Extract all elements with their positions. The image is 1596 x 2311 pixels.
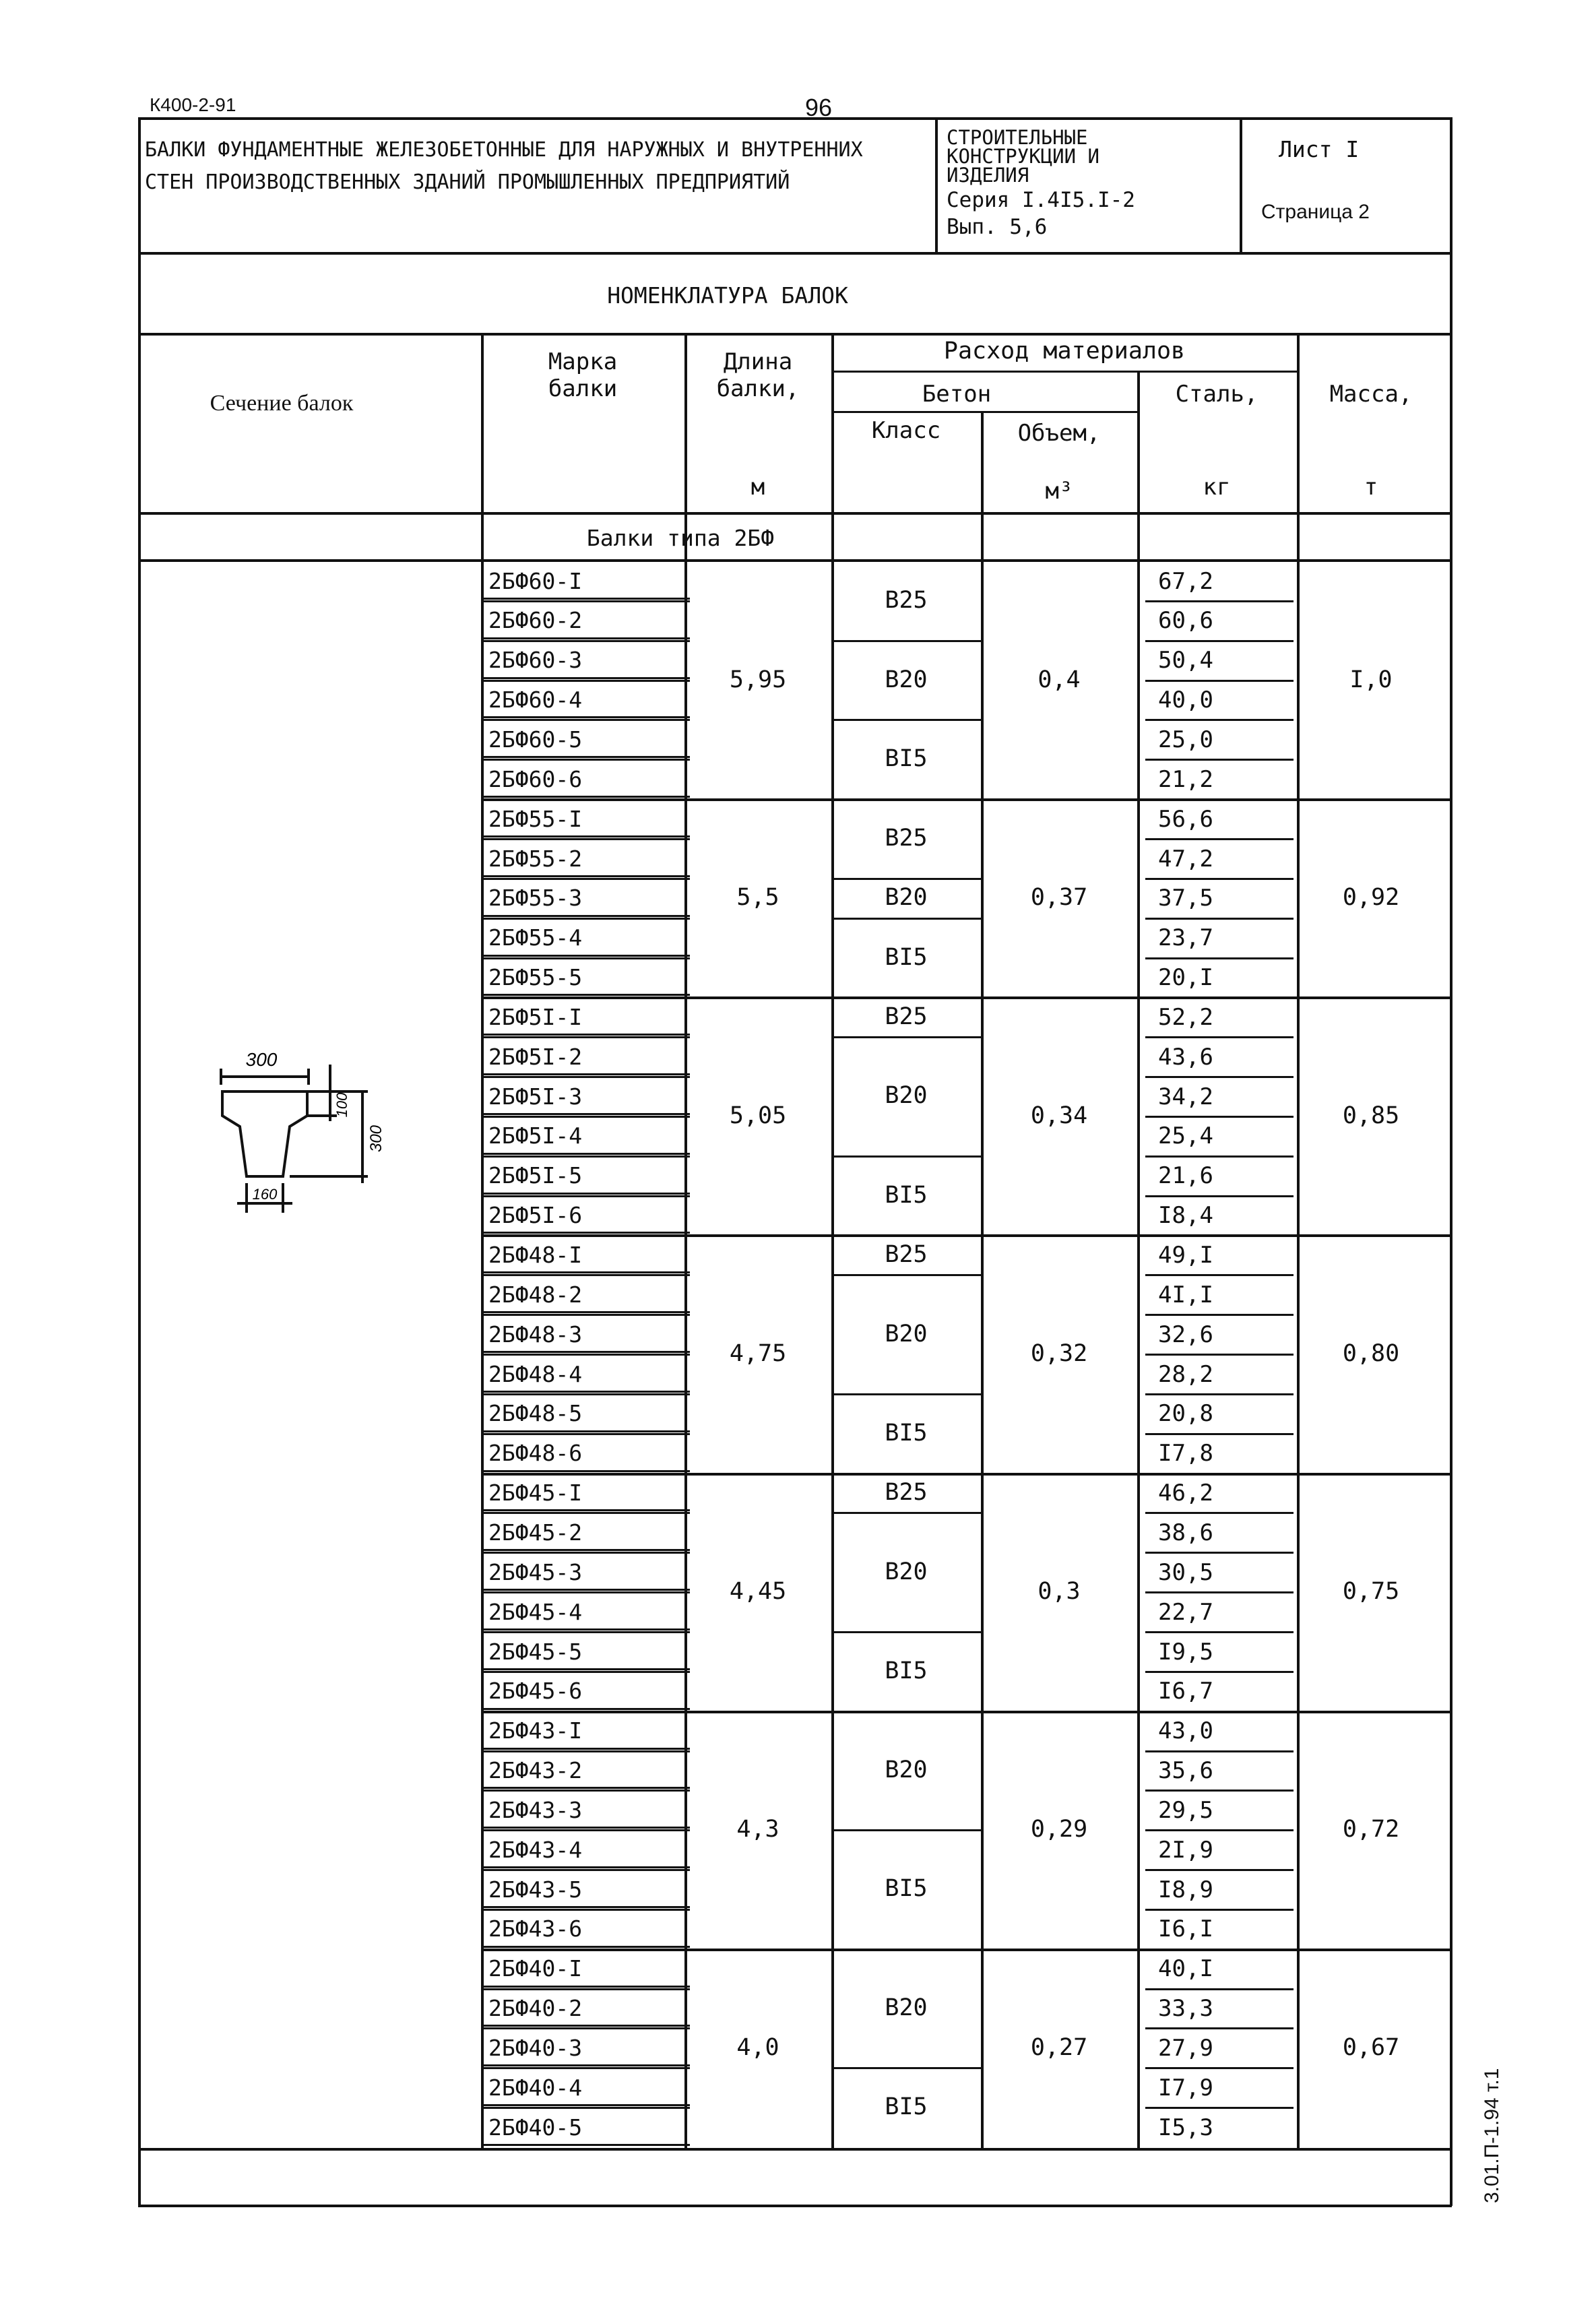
row-underline: [484, 1351, 690, 1353]
steel-value: 32,6: [1158, 1321, 1213, 1348]
beam-mark: 2БФ5I-2: [488, 1043, 583, 1070]
row-line: [484, 680, 690, 682]
class-separator: [831, 640, 981, 642]
beam-mass: 0,85: [1342, 1102, 1400, 1129]
row-underline: [484, 2144, 690, 2146]
row-underline: [484, 677, 690, 679]
class-separator: [831, 1036, 981, 1038]
row-line: [1145, 719, 1294, 721]
header-divider-2: [1240, 117, 1242, 253]
steel-value: I6,I: [1158, 1916, 1213, 1943]
class-separator: [831, 1393, 981, 1395]
sheet-label: Лист I: [1279, 136, 1360, 162]
header-volume: Объем,: [1017, 420, 1101, 447]
steel-value: 60,6: [1158, 607, 1213, 635]
row-underline: [484, 1668, 690, 1670]
steel-value: 20,8: [1158, 1400, 1213, 1428]
steel-value: 20,I: [1158, 964, 1213, 992]
row-line: [1145, 1988, 1294, 1990]
beam-mark: 2БФ45-2: [488, 1519, 583, 1546]
row-underline: [484, 1509, 690, 1511]
beam-mark: 2БФ60-6: [488, 765, 583, 792]
steel-value: I5,3: [1158, 2114, 1213, 2141]
beam-mark: 2БФ60-5: [488, 726, 583, 753]
row-underline: [484, 835, 690, 837]
steel-value: 38,6: [1158, 1519, 1213, 1546]
concrete-volume: 0,3: [1038, 1578, 1081, 1606]
row-line: [1145, 1671, 1294, 1673]
row-line: [1145, 1631, 1294, 1633]
row-line: [484, 1631, 690, 1633]
class-separator: [831, 719, 981, 721]
row-line: [1145, 1036, 1294, 1038]
beam-mark: 2БФ60-2: [488, 607, 583, 634]
steel-value: 46,2: [1158, 1480, 1213, 1507]
col-line-volume-right: [1137, 372, 1140, 2148]
group-separator: [481, 1711, 1451, 1713]
group-separator: [481, 996, 1451, 999]
beam-mark: 2БФ43-2: [488, 1757, 583, 1784]
beam-length: 4,45: [729, 1578, 787, 1606]
steel-value: 56,6: [1158, 805, 1213, 833]
beam-length: 4,75: [729, 1340, 787, 1367]
steel-value: 2I,9: [1158, 1836, 1213, 1864]
steel-value: 33,3: [1158, 1995, 1213, 2023]
beam-mark: 2БФ45-4: [488, 1598, 583, 1625]
header-mark-2: балки: [548, 375, 618, 402]
steel-value: 25,4: [1158, 1122, 1213, 1150]
beam-mass: 0,75: [1342, 1578, 1400, 1606]
row-line: [484, 2067, 690, 2069]
row-line: [1145, 838, 1294, 840]
steel-value: 29,5: [1158, 1796, 1213, 1824]
col-line-mark-right: [684, 333, 687, 2148]
beam-cross-section-drawing: [195, 1051, 411, 1260]
beam-length: 4,3: [736, 1816, 779, 1843]
row-underline: [484, 637, 690, 639]
series-issue: Вып. 5,6: [947, 215, 1048, 239]
beam-mark: 2БФ60-3: [488, 647, 583, 674]
row-line: [484, 2107, 690, 2109]
concrete-class: B25: [885, 824, 928, 852]
row-underline: [484, 875, 690, 877]
row-line: [1145, 1512, 1294, 1514]
concrete-class: BI5: [885, 1657, 928, 1684]
class-separator: [831, 2067, 981, 2069]
header-line-materials: [831, 371, 1297, 373]
concrete-class: B25: [885, 586, 928, 614]
beam-mark: 2БФ40-3: [488, 2035, 583, 2062]
concrete-class: B20: [885, 884, 928, 912]
class-separator: [831, 1274, 981, 1276]
beam-mark: 2БФ55-I: [488, 805, 583, 832]
beam-mark: 2БФ55-2: [488, 845, 583, 872]
beam-mark: 2БФ48-5: [488, 1400, 583, 1427]
steel-value: 43,6: [1158, 1043, 1213, 1071]
class-separator: [831, 878, 981, 880]
steel-value: 40,0: [1158, 687, 1213, 714]
row-underline: [484, 1193, 690, 1195]
page-label: Страница 2: [1261, 201, 1370, 223]
document-title-line1: БАЛКИ ФУНДАМЕНТНЫЕ ЖЕЛЕЗОБЕТОННЫЕ ДЛЯ НАРУЖНЫХ И ВНУТРЕННИХ: [145, 138, 863, 162]
row-line: [484, 759, 690, 761]
row-underline: [484, 1311, 690, 1313]
concrete-volume: 0,37: [1030, 884, 1088, 912]
col-line-class-right: [981, 412, 984, 2148]
row-line: [484, 640, 690, 642]
beam-mass: I,0: [1349, 666, 1393, 693]
beam-mark: 2БФ40-I: [488, 1955, 583, 1982]
row-line: [1145, 2067, 1294, 2069]
row-line: [1145, 1195, 1294, 1197]
beam-mark: 2БФ48-3: [488, 1321, 583, 1348]
side-stamp: 3.01.П-1.94 т.1: [1481, 2068, 1503, 2203]
title-bottom-line: [138, 333, 1452, 336]
header-mass: Масса,: [1329, 381, 1413, 408]
row-underline: [484, 1748, 690, 1750]
concrete-class: B20: [885, 1994, 928, 2022]
beam-mark: 2БФ5I-3: [488, 1083, 583, 1110]
row-line: [484, 1076, 690, 1078]
steel-value: 40,I: [1158, 1955, 1213, 1983]
class-separator: [831, 1631, 981, 1633]
concrete-volume: 0,32: [1030, 1340, 1088, 1367]
concrete-volume: 0,34: [1030, 1102, 1088, 1129]
header-bottom-rule: [138, 512, 1452, 515]
frame-right: [1450, 117, 1453, 2206]
beam-mass: 0,80: [1342, 1340, 1400, 1367]
beam-mark: 2БФ48-I: [488, 1242, 583, 1269]
frame-bottom: [138, 2205, 1452, 2207]
row-line: [484, 1314, 690, 1316]
steel-value: 27,9: [1158, 2035, 1213, 2062]
beam-mark: 2БФ55-5: [488, 964, 583, 991]
row-line: [484, 1393, 690, 1395]
row-line: [484, 838, 690, 840]
table-title: НОМЕНКЛАТУРА БАЛОК: [607, 282, 848, 309]
concrete-class: BI5: [885, 2093, 928, 2121]
row-line: [1145, 1909, 1294, 1911]
row-underline: [484, 2025, 690, 2027]
header-bottom-line: [138, 252, 1452, 255]
doc-code: К400-2-91: [150, 94, 236, 115]
group-separator: [481, 1949, 1451, 1951]
beam-length: 5,05: [729, 1102, 787, 1129]
concrete-class: B20: [885, 1756, 928, 1783]
row-underline: [484, 1589, 690, 1591]
class-separator: [831, 918, 981, 920]
row-line: [1145, 1829, 1294, 1831]
row-line: [484, 2027, 690, 2029]
steel-value: I9,5: [1158, 1638, 1213, 1666]
series-line1: СТРОИТЕЛЬНЫЕ: [947, 126, 1088, 149]
group-separator: [481, 1234, 1451, 1237]
series-line3: ИЗДЕЛИЯ: [947, 164, 1029, 187]
group-separator: [481, 1473, 1451, 1476]
row-underline: [484, 1391, 690, 1393]
row-line: [1145, 1552, 1294, 1554]
col-line-length-right: [831, 333, 834, 2148]
row-line: [1145, 957, 1294, 959]
concrete-class: BI5: [885, 943, 928, 971]
series-line2: КОНСТРУКЦИИ И: [947, 145, 1099, 168]
header-length-unit: м: [751, 474, 765, 501]
concrete-class: B25: [885, 1003, 928, 1030]
header-section: Сечение балок: [210, 391, 354, 416]
row-line: [1145, 1433, 1294, 1435]
row-underline: [484, 1232, 690, 1234]
row-line: [484, 1512, 690, 1514]
row-underline: [484, 1946, 690, 1948]
row-underline: [484, 1271, 690, 1273]
row-line: [484, 878, 690, 880]
beam-mark: 2БФ40-2: [488, 1995, 583, 2022]
row-line: [1145, 1591, 1294, 1593]
steel-value: 50,4: [1158, 647, 1213, 674]
header-mark-1: Марка: [548, 348, 618, 375]
header-line-concrete: [831, 411, 1137, 413]
steel-value: I8,4: [1158, 1202, 1213, 1230]
concrete-class: B20: [885, 666, 928, 693]
steel-value: 21,2: [1158, 765, 1213, 793]
steel-value: I6,7: [1158, 1678, 1213, 1705]
steel-value: I8,9: [1158, 1876, 1213, 1903]
col-line-steel-right: [1297, 333, 1300, 2148]
row-line: [484, 957, 690, 959]
steel-value: 37,5: [1158, 885, 1213, 912]
row-line: [484, 1116, 690, 1118]
frame-left: [138, 117, 141, 2206]
row-underline: [484, 756, 690, 758]
row-line: [484, 1354, 690, 1356]
group-title: Балки типа 2БФ: [586, 525, 775, 551]
concrete-class: B20: [885, 1082, 928, 1110]
steel-value: 49,I: [1158, 1242, 1213, 1269]
header-class: Класс: [871, 417, 941, 444]
row-line: [484, 1433, 690, 1435]
row-line: [1145, 759, 1294, 761]
row-line: [484, 1552, 690, 1554]
header-divider-1: [935, 117, 938, 253]
row-underline: [484, 1034, 690, 1036]
row-line: [484, 1195, 690, 1197]
row-line: [484, 1790, 690, 1792]
row-line: [1145, 1393, 1294, 1395]
steel-value: 22,7: [1158, 1598, 1213, 1626]
row-underline: [484, 1906, 690, 1908]
steel-value: I7,8: [1158, 1440, 1213, 1467]
beam-mark: 2БФ5I-4: [488, 1122, 583, 1149]
row-underline: [484, 2104, 690, 2106]
steel-value: I7,9: [1158, 2074, 1213, 2101]
row-underline: [484, 1628, 690, 1631]
beam-mark: 2БФ43-6: [488, 1916, 583, 1942]
row-line: [484, 719, 690, 721]
group-title-rule: [138, 559, 1452, 562]
concrete-volume: 0,29: [1030, 1816, 1088, 1843]
row-underline: [484, 1708, 690, 1710]
steel-value: 67,2: [1158, 567, 1213, 595]
row-line: [1145, 680, 1294, 682]
header-materials: Расход материалов: [943, 338, 1186, 365]
beam-mark: 2БФ48-2: [488, 1281, 583, 1308]
beam-length: 5,5: [736, 884, 779, 912]
row-underline: [484, 955, 690, 957]
concrete-class: B25: [885, 1240, 928, 1268]
row-underline: [484, 796, 690, 798]
row-line: [1145, 1354, 1294, 1356]
row-line: [484, 1671, 690, 1673]
header-steel-unit: кг: [1203, 474, 1231, 501]
row-line: [484, 1036, 690, 1038]
concrete-class: BI5: [885, 1419, 928, 1447]
page-number: 96: [804, 94, 833, 121]
steel-value: 34,2: [1158, 1083, 1213, 1110]
class-separator: [831, 1156, 981, 1158]
steel-value: 30,5: [1158, 1558, 1213, 1586]
beam-mark: 2БФ45-6: [488, 1678, 583, 1705]
row-line: [1145, 1076, 1294, 1078]
beam-mark: 2БФ45-I: [488, 1480, 583, 1507]
series-number: Серия I.4I5.I-2: [947, 188, 1135, 212]
concrete-class: BI5: [885, 745, 928, 773]
beam-mark: 2БФ43-4: [488, 1836, 583, 1863]
steel-value: 25,0: [1158, 726, 1213, 753]
row-line: [484, 600, 690, 602]
steel-value: 35,6: [1158, 1757, 1213, 1785]
dim-top-width: 300: [245, 1051, 278, 1070]
row-line: [484, 1909, 690, 1911]
row-line: [484, 1591, 690, 1593]
row-line: [1145, 878, 1294, 880]
concrete-volume: 0,27: [1030, 2033, 1088, 2061]
row-line: [484, 1274, 690, 1276]
class-separator: [831, 1512, 981, 1514]
dim-flange: 100: [333, 1092, 350, 1118]
beam-mass: 0,72: [1342, 1816, 1400, 1843]
beam-mark: 2БФ48-4: [488, 1360, 583, 1387]
row-line: [1145, 918, 1294, 920]
table-bottom-rule: [138, 2148, 1452, 2151]
header-length-1: Длина: [723, 348, 793, 375]
row-line: [484, 918, 690, 920]
row-line: [1145, 1314, 1294, 1316]
beam-mass: 0,67: [1342, 2033, 1400, 2061]
row-underline: [484, 1986, 690, 1988]
beam-mark: 2БФ43-5: [488, 1876, 583, 1903]
steel-value: 21,6: [1158, 1162, 1213, 1190]
beam-mark: 2БФ60-I: [488, 567, 583, 594]
concrete-class: BI5: [885, 1875, 928, 1903]
row-underline: [484, 915, 690, 917]
beam-mark: 2БФ55-3: [488, 885, 583, 912]
row-line: [1145, 1869, 1294, 1871]
row-underline: [484, 2064, 690, 2066]
row-line: [1145, 2027, 1294, 2029]
beam-mark: 2БФ45-3: [488, 1558, 583, 1585]
row-line: [1145, 1750, 1294, 1752]
row-line: [484, 1829, 690, 1831]
header-top-line: [138, 117, 1452, 120]
row-underline: [484, 1827, 690, 1829]
header-steel: Сталь,: [1175, 381, 1258, 408]
row-underline: [484, 1787, 690, 1789]
steel-value: 52,2: [1158, 1003, 1213, 1031]
row-underline: [484, 1430, 690, 1432]
row-line: [1145, 1274, 1294, 1276]
steel-value: 23,7: [1158, 924, 1213, 952]
header-volume-unit: м³: [1045, 478, 1073, 505]
row-underline: [484, 1866, 690, 1868]
beam-mass: 0,92: [1342, 884, 1400, 912]
row-underline: [484, 716, 690, 718]
steel-value: 28,2: [1158, 1360, 1213, 1388]
row-underline: [484, 994, 690, 996]
beam-mark: 2БФ5I-6: [488, 1202, 583, 1229]
document-title-line2: СТЕН ПРОИЗВОДСТВЕННЫХ ЗДАНИЙ ПРОМЫШЛЕННЫХ ПРЕДПРИЯТИЙ: [145, 170, 790, 194]
header-length-2: балки,: [716, 375, 800, 402]
header-mass-unit: т: [1364, 474, 1378, 501]
row-underline: [484, 1073, 690, 1075]
row-line: [484, 1156, 690, 1158]
beam-mark: 2БФ40-4: [488, 2074, 583, 2101]
concrete-class: B20: [885, 1558, 928, 1585]
row-line: [1145, 600, 1294, 602]
beam-length: 5,95: [729, 666, 787, 693]
steel-value: 4I,I: [1158, 1281, 1213, 1308]
beam-mark: 2БФ40-5: [488, 2114, 583, 2141]
beam-mark: 2БФ43-3: [488, 1796, 583, 1823]
row-line: [484, 1988, 690, 1990]
beam-length: 4,0: [736, 2033, 779, 2061]
concrete-class: B25: [885, 1478, 928, 1506]
row-line: [1145, 640, 1294, 642]
header-concrete: Бетон: [922, 381, 992, 408]
row-line: [484, 1869, 690, 1871]
row-line: [1145, 1790, 1294, 1792]
dim-bottom-width: 160: [252, 1186, 278, 1203]
row-underline: [484, 598, 690, 600]
beam-mark: 2БФ45-5: [488, 1638, 583, 1665]
concrete-class: BI5: [885, 1181, 928, 1209]
beam-mark: 2БФ5I-5: [488, 1162, 583, 1189]
row-underline: [484, 1113, 690, 1115]
concrete-class: B20: [885, 1320, 928, 1348]
beam-mark: 2БФ60-4: [488, 687, 583, 714]
beam-mark: 2БФ48-6: [488, 1440, 583, 1467]
row-underline: [484, 1470, 690, 1472]
beam-mark: 2БФ5I-I: [488, 1003, 583, 1030]
dim-height: 300: [367, 1125, 385, 1153]
concrete-volume: 0,4: [1038, 666, 1081, 693]
row-line: [1145, 1116, 1294, 1118]
beam-mark: 2БФ43-I: [488, 1717, 583, 1744]
class-separator: [831, 1829, 981, 1831]
row-line: [484, 1750, 690, 1752]
steel-value: 43,0: [1158, 1717, 1213, 1745]
row-underline: [484, 1153, 690, 1155]
row-line: [1145, 2107, 1294, 2109]
group-separator: [481, 798, 1451, 801]
steel-value: 47,2: [1158, 845, 1213, 873]
row-underline: [484, 1549, 690, 1551]
row-line: [1145, 1156, 1294, 1158]
col-line-mark-left: [481, 333, 484, 2148]
beam-mark: 2БФ55-4: [488, 924, 583, 951]
